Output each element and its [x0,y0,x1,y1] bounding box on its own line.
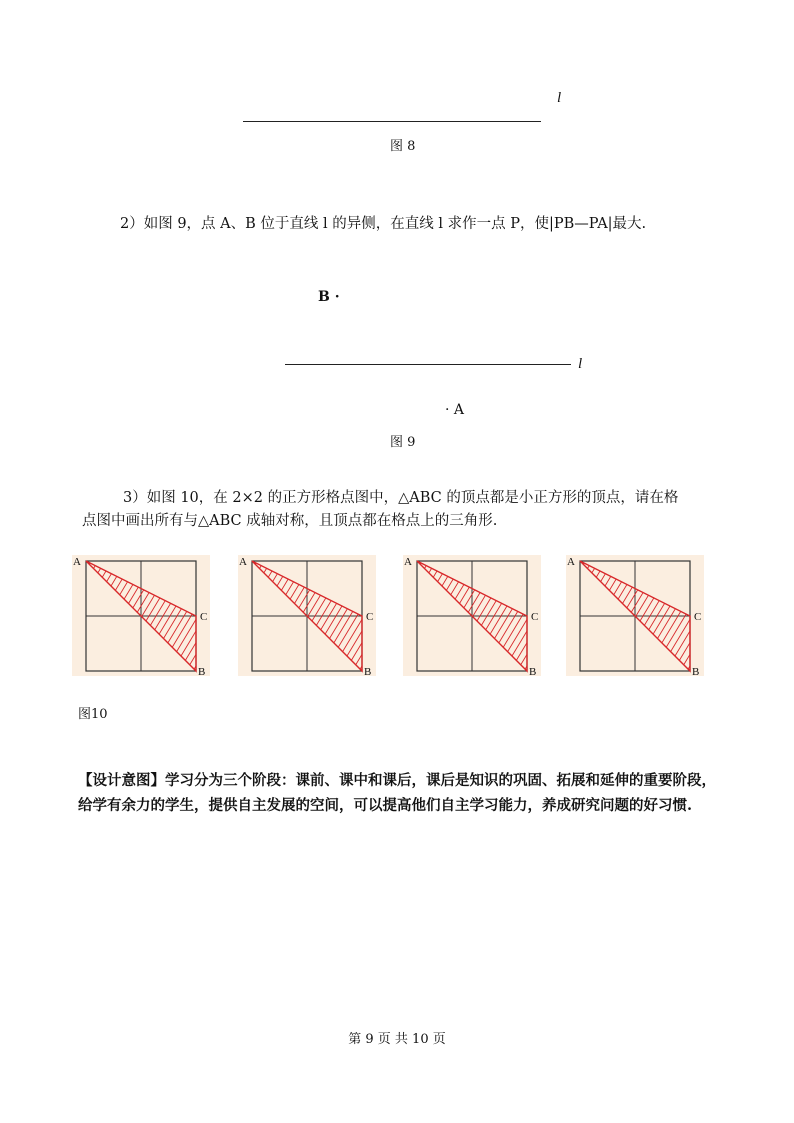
label-a: A [567,556,575,568]
question-3-line-1: 3）如图 10，在 2×2 的正方形格点图中，△ABC 的顶点都是小正方形的顶点，请在格 [123,490,679,506]
label-a: A [73,556,81,568]
fig9-point-a: · A [445,402,465,418]
label-c: C [531,611,539,623]
question-3-line-2: 点图中画出所有与△ABC 成轴对称，且顶点都在格点上的三角形. [82,513,498,529]
design-intent-note: 【设计意图】学习分为三个阶段：课前、课中和课后，课后是知识的巩固、拓展和延伸的重要阶段，给学有余力的学生，提供自主发展的空间，可以提高他们自主学习能力，养成研究问题的好习惯. [78,772,716,814]
fig9-line-l [285,364,571,365]
label-a: A [239,556,247,568]
fig10-panel-4 [566,555,704,676]
fig8-caption: 图 8 [390,139,416,154]
fig10-caption: 图10 [78,707,108,722]
fig10-panel-1 [72,555,210,676]
fig9-line-label: l [578,356,583,372]
page-footer: 第 9 页 共 10 页 [348,1032,446,1047]
label-c: C [200,611,208,623]
label-a: A [404,556,412,568]
label-b: B [198,666,206,676]
label-b: B [529,666,537,676]
fig10-panel-3 [403,555,541,676]
fig10-panel-2 [238,555,376,676]
fig9-point-b: B · [318,289,340,305]
fig8-line-label: l [557,90,562,106]
label-c: C [366,611,374,623]
fig8-line-l [243,121,541,122]
question-2-text: 2）如图 9，点 A、B 位于直线 l 的异侧，在直线 l 求作一点 P，使|PB—PA|最大. [120,216,647,232]
fig9-caption: 图 9 [390,435,416,450]
label-b: B [692,666,700,676]
label-b: B [364,666,372,676]
label-c: C [694,611,702,623]
